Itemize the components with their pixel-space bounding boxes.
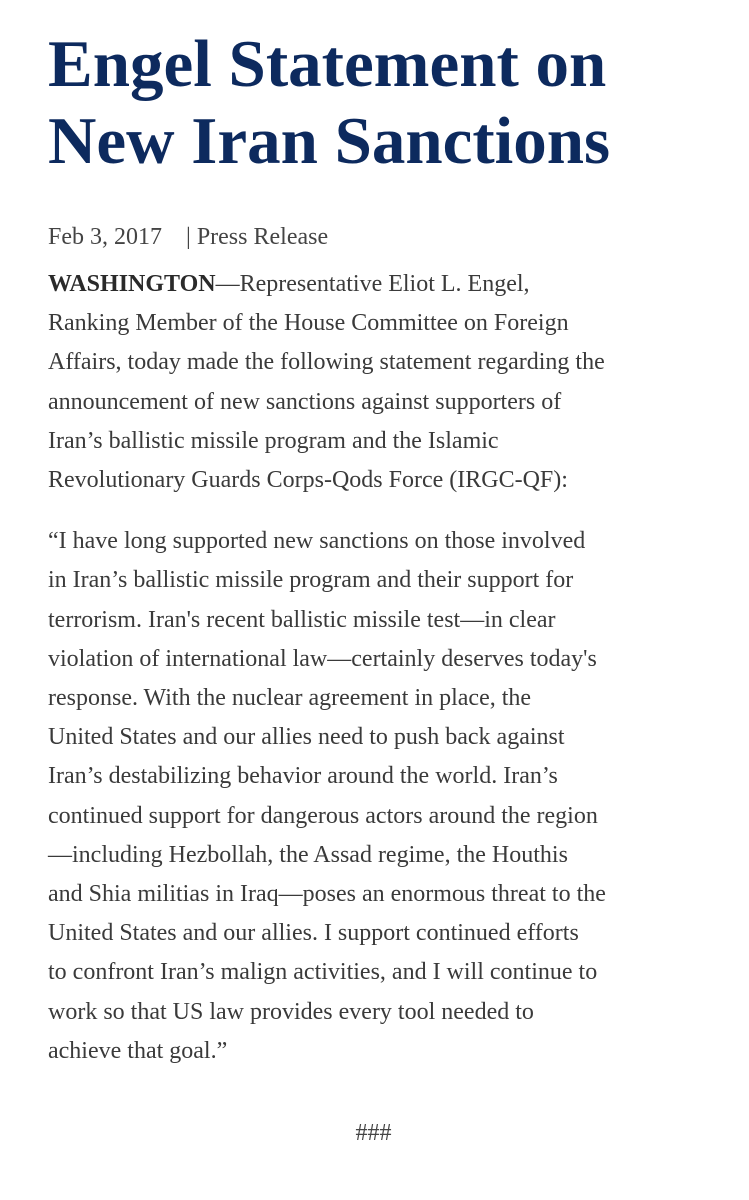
paragraph-line: response. With the nuclear agreement in place, the [48,685,532,712]
paragraph-line: Iran’s destabilizing behavior around the world. Iran’s [48,763,558,790]
paragraph-line [48,265,728,304]
paragraph-line: Iran’s ballistic missile program and the Islamic [48,427,499,454]
paragraph-line: achieve that goal.” [48,1037,228,1064]
paragraph-line: “I have long supported new sanctions on those involved [48,528,586,555]
paragraph-line: United States and our allies need to push back against [48,724,565,751]
end-mark: ### [355,1120,392,1146]
paragraph-line: to confront Iran’s malign activities, and I will continue to [48,959,598,986]
paragraph-line: continued support for dangerous actors around the region [48,802,598,829]
paragraph-line: in Iran’s ballistic missile program and their support for [48,567,574,594]
intro-paragraph [48,265,728,500]
press-release [48,26,728,1146]
dateline: WASHINGTON [48,271,216,297]
meta-separator: | [186,224,191,250]
paragraph-line: violation of international law—certainly deserves today's [48,645,597,672]
paragraph-line: United States and our allies. I support continued efforts [48,920,579,947]
title-line-2: New Iran Sanctions [48,104,611,178]
paragraph-line: work so that US law provides every tool needed to [48,998,534,1025]
paragraph-line: terrorism. Iran's recent ballistic missile test—in clear [48,606,556,633]
paragraph-line: announcement of new sanctions against supporters of [48,388,562,415]
paragraph-line: Affairs, today made the following statement regarding the [48,349,605,376]
paragraph-line-text: —Representative Eliot L. Engel, [215,271,530,297]
paragraph-line: Ranking Member of the House Committee on Foreign [48,310,569,337]
release-meta [48,222,728,252]
release-category: Press Release [196,224,329,250]
quote-paragraph [48,522,728,1071]
paragraph-line: Revolutionary Guards Corps-Qods Force (IRGC-QF): [48,467,568,494]
paragraph-line: —including Hezbollah, the Assad regime, the Houthis [48,841,568,868]
paragraph-line: and Shia militias in Iraq—poses an enormous threat to the [48,881,606,908]
title-line-1: Engel Statement on [48,27,607,101]
release-date: Feb 3, 2017 [48,224,162,250]
page-title [48,26,728,180]
